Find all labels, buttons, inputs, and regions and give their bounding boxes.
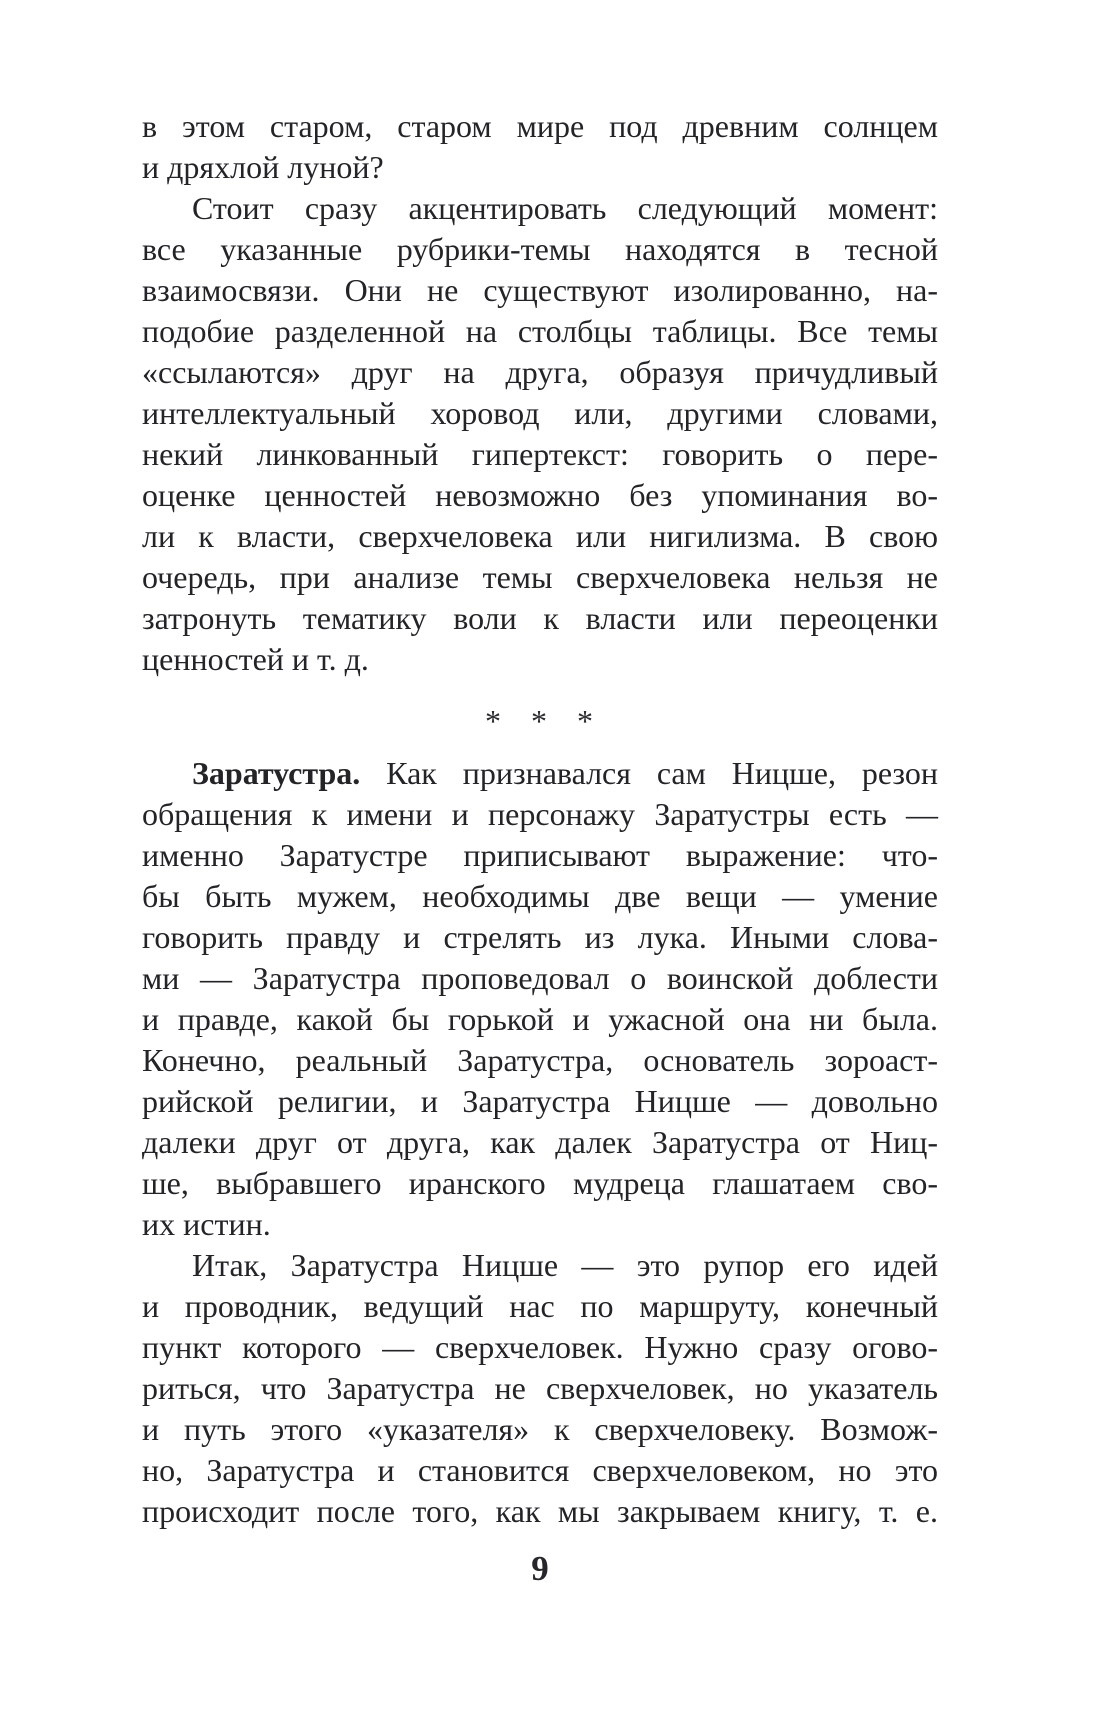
text-line: происходит после того, как мы закрываем книгу, т. е.: [142, 1493, 938, 1529]
paragraph: [142, 753, 938, 1245]
text-line: интеллектуальный хоровод или, другими словами,: [142, 395, 938, 431]
text-line: ценностей и т. д.: [142, 641, 369, 677]
text-line: затронуть тематику воли к власти или переоценки: [142, 600, 938, 636]
text-line: и правде, какой бы горькой и ужасной она ни была.: [142, 1001, 938, 1037]
paragraph-lead-term: Заратустра.: [192, 755, 361, 791]
text-line: ми — Заратустра проповедовал о воинской доблести: [142, 960, 938, 996]
text-line: Заратустра. Как признавался сам Ницше, резон: [192, 755, 938, 791]
text-line: бы быть мужем, необходимы две вещи — умение: [142, 878, 938, 914]
paragraph: [142, 188, 938, 680]
text-line: взаимосвязи. Они не существуют изолированно, на-: [142, 272, 938, 308]
paragraph: [142, 1245, 938, 1532]
text-line: обращения к имени и персонажу Заратустры есть —: [142, 796, 938, 832]
text-line: очередь, при анализе темы сверхчеловека нельзя не: [142, 559, 938, 595]
text-line: ли к власти, сверхчеловека или нигилизма. В свою: [142, 518, 938, 554]
text-line: ше, выбравшего иранского мудреца глашатаем сво-: [142, 1165, 938, 1201]
page-number: 9: [531, 1549, 549, 1588]
text-line: и дряхлой луной?: [142, 149, 384, 185]
text-line: Стоит сразу акцентировать следующий момент:: [192, 190, 938, 226]
text-line: Конечно, реальный Заратустра, основатель зороаст-: [142, 1042, 938, 1078]
text-line: некий линкованный гипертекст: говорить о пере-: [142, 436, 938, 472]
paragraph: [142, 106, 938, 188]
text-line: и проводник, ведущий нас по маршруту, конечный: [142, 1288, 938, 1324]
text-line: их истин.: [142, 1206, 271, 1242]
text-line: в этом старом, старом мире под древним солнцем: [142, 108, 938, 144]
text-line: Итак, Заратустра Ницше — это рупор его идей: [192, 1247, 938, 1283]
text-line: далеки друг от друга, как далек Заратустра от Ниц-: [142, 1124, 938, 1160]
text-line: рийской религии, и Заратустра Ницше — довольно: [142, 1083, 938, 1119]
text-column: [142, 106, 938, 1589]
section-separator: * * *: [485, 703, 595, 739]
text-line: пункт которого — сверхчеловек. Нужно сразу огово-: [142, 1329, 938, 1365]
text-line: все указанные рубрики-темы находятся в тесной: [142, 231, 938, 267]
text-line: говорить правду и стрелять из лука. Иными слова-: [142, 919, 938, 955]
text-line: и путь этого «указателя» к сверхчеловеку. Возмож-: [142, 1411, 938, 1447]
text-line: подобие разделенной на столбцы таблицы. Все темы: [142, 313, 938, 349]
text-line: именно Заратустре приписывают выражение: что-: [142, 837, 938, 873]
text-line: «ссылаются» друг на друга, образуя причудливый: [142, 354, 938, 390]
text-line: но, Заратустра и становится сверхчеловеком, но это: [142, 1452, 938, 1488]
text-line: риться, что Заратустра не сверхчеловек, но указатель: [142, 1370, 938, 1406]
text-line: оценке ценностей невозможно без упоминания во-: [142, 477, 938, 513]
